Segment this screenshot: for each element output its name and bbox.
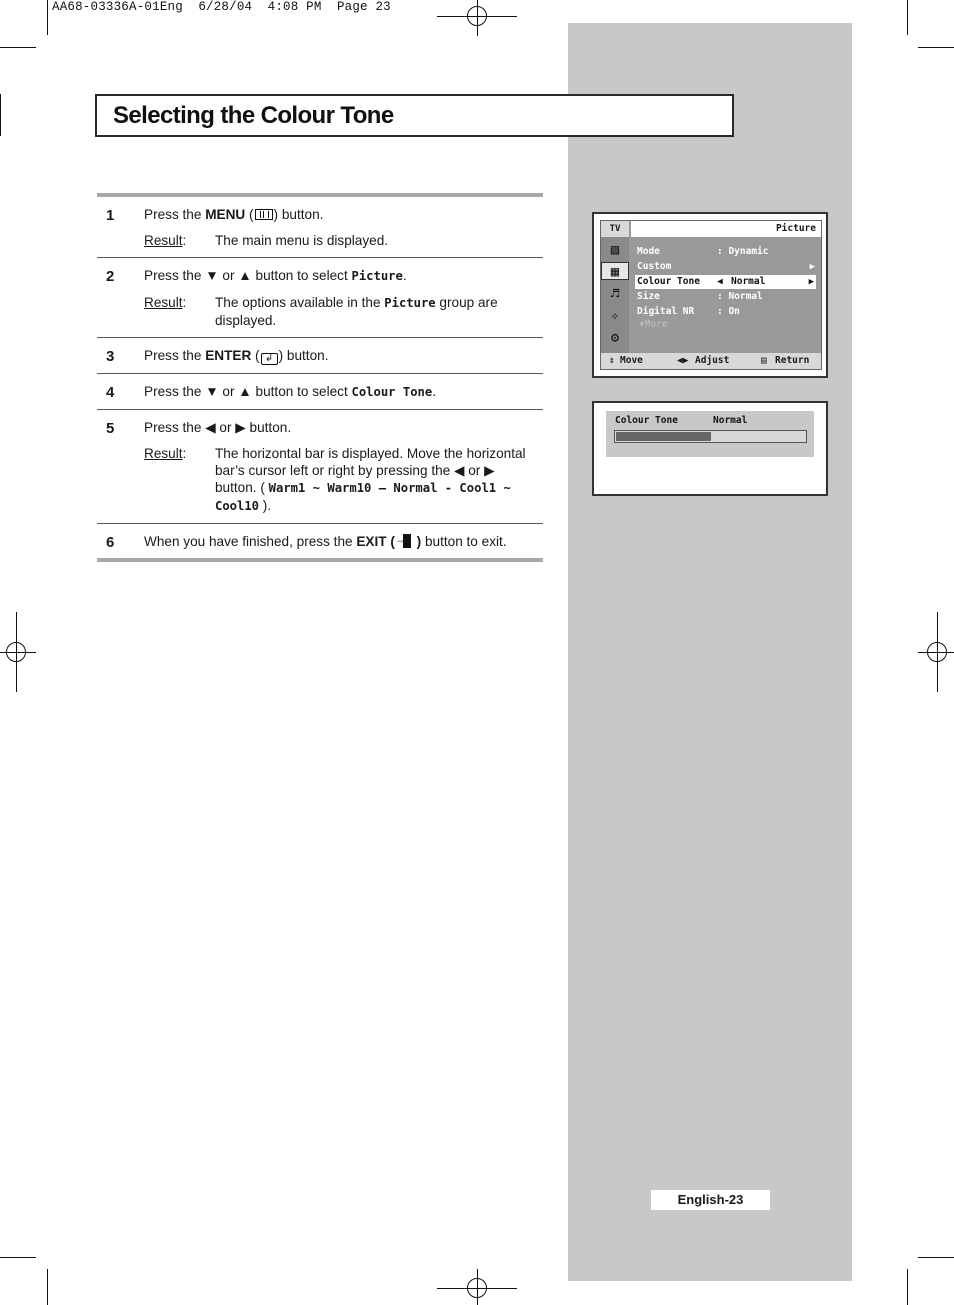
enter-button-icon: ↲	[261, 353, 278, 365]
osd-row-colour-tone: Colour Tone ◀ Normal ▶	[637, 276, 814, 287]
step-6	[97, 523, 543, 558]
step-result: Result: The main menu is displayed.	[144, 233, 389, 248]
osd-bar-value: Normal	[713, 415, 748, 426]
step-number: 4	[106, 384, 115, 401]
step-number: 3	[106, 348, 115, 365]
step-instruction: Press the MENU ( ) button.	[144, 207, 324, 222]
step-instruction: Press the ▼ or ▲ button to select Colour Tone.	[144, 384, 436, 399]
crop-mark	[47, 0, 48, 35]
osd-colour-tone-bar	[592, 401, 828, 496]
title-box	[95, 94, 734, 137]
step-2	[97, 257, 543, 337]
page-number: English-23	[651, 1190, 770, 1210]
input-icon: ▧	[610, 242, 620, 258]
step-number: 6	[106, 534, 115, 551]
picture-icon: ▦	[601, 262, 629, 280]
menu-button-icon	[255, 209, 273, 220]
page-title: Selecting the Colour Tone	[113, 102, 394, 129]
updown-arrow-icon: ⇕	[609, 355, 615, 366]
osd-sidebar	[601, 221, 629, 355]
step-result: Result: The options available in the Picture group are displayed.	[144, 295, 498, 328]
steps-table	[97, 193, 543, 562]
exit-button-icon	[395, 534, 413, 548]
crop-mark	[47, 1269, 48, 1305]
step-number: 2	[106, 268, 115, 285]
osd-bar-label: Colour Tone	[615, 415, 678, 426]
adjust-slider	[614, 430, 807, 443]
step-4	[97, 373, 543, 409]
crop-mark	[907, 0, 908, 35]
setup-icon: ⚙	[610, 330, 620, 346]
step-instruction: Press the ▼ or ▲ button to select Picture.	[144, 268, 407, 283]
step-result: Result: The horizontal bar is displayed. Move the horizontal bar’s cursor left or right by pressing the ◀ or ▶ button. ( Warm1 ~ Warm10 – Normal - Cool1 ~ Cool10 ).	[144, 446, 526, 513]
step-5	[97, 409, 543, 523]
osd-row-custom: Custom ▶	[637, 261, 815, 272]
step-number: 1	[106, 207, 115, 224]
crop-mark	[918, 47, 954, 48]
crop-mark	[0, 94, 1, 136]
registration-mark	[467, 6, 487, 26]
osd-row-size: Size : Normal	[637, 291, 763, 302]
step-instruction: When you have finished, press the EXIT (→ ) button to exit.	[144, 533, 543, 550]
crop-mark	[0, 47, 36, 48]
osd-tv-label: TV	[601, 221, 629, 237]
channel-icon: ✧	[610, 308, 620, 324]
osd-row-digital-nr: Digital NR : On	[637, 306, 740, 317]
osd-footer: ⇕ Move ◀▶ Adjust ▤ Return	[601, 353, 821, 369]
osd-picture-menu	[592, 212, 828, 378]
crop-mark	[0, 1257, 36, 1258]
slider-fill	[616, 432, 711, 441]
osd-row-mode: Mode : Dynamic	[637, 246, 769, 257]
osd-more: ▼More	[639, 319, 668, 330]
step-3	[97, 337, 543, 373]
menu-icon: ▤	[761, 355, 767, 366]
registration-mark	[927, 642, 947, 662]
registration-mark	[467, 1278, 487, 1298]
sound-icon: ♬	[610, 286, 620, 302]
leftright-arrow-icon: ◀▶	[677, 355, 689, 366]
crop-mark	[907, 1269, 908, 1305]
arrow-right-icon: ▶	[808, 277, 814, 287]
print-slug: AA68-03336A-01Eng 6/28/04 4:08 PM Page 23	[52, 0, 391, 14]
crop-mark	[918, 1257, 954, 1258]
step-instruction: Press the ◀ or ▶ button.	[144, 420, 292, 435]
osd-menu-title: Picture	[631, 221, 821, 237]
arrow-right-icon: ▶	[809, 262, 815, 272]
step-number: 5	[106, 420, 115, 437]
step-instruction: Press the ENTER ( ↲ ) button.	[144, 348, 329, 364]
step-1	[97, 197, 543, 257]
registration-mark	[6, 642, 26, 662]
